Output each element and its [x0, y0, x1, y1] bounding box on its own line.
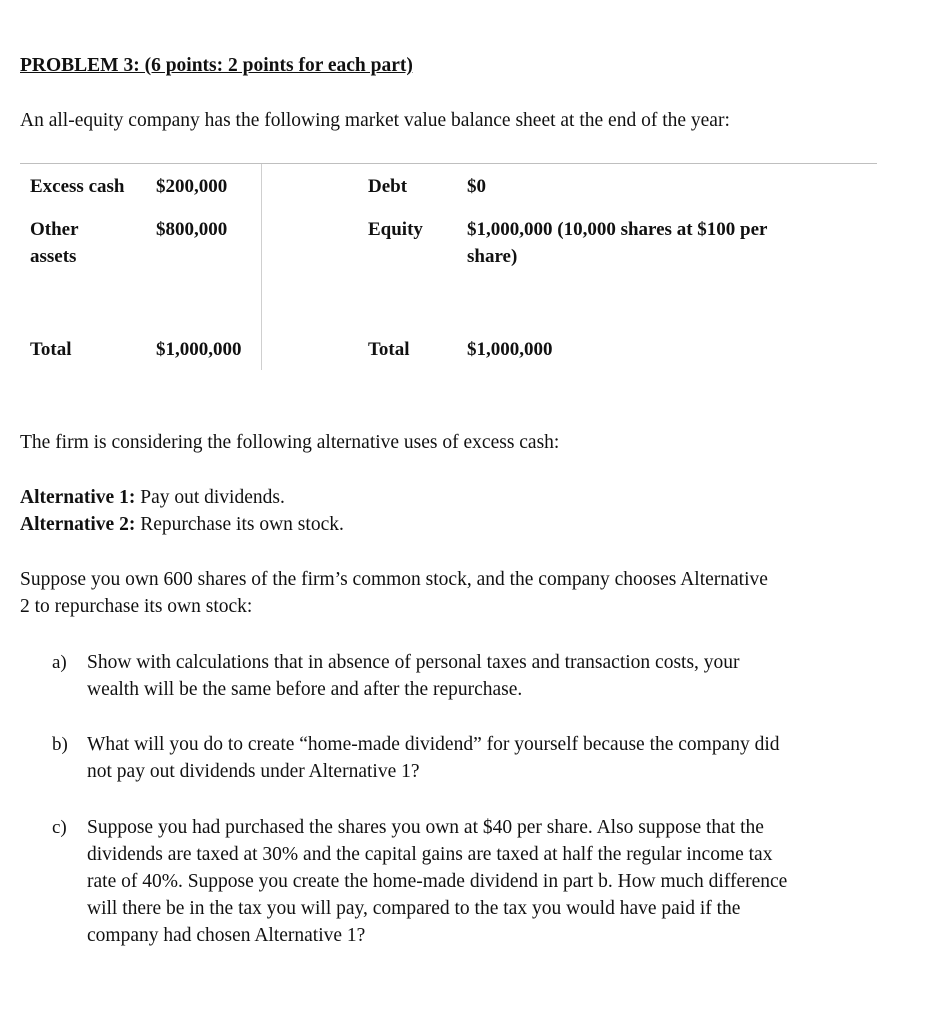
other-assets-label-line1: Other [30, 219, 79, 240]
total-assets-value: $1,000,000 [156, 339, 242, 360]
question-b-letter: b) [52, 734, 68, 755]
equity-value-line2: share) [467, 246, 518, 267]
total-liabilities-label: Total [368, 339, 410, 360]
equity-value-line1: $1,000,000 (10,000 shares at $100 per [467, 219, 768, 240]
excess-cash-label: Excess cash [30, 176, 125, 197]
question-a-line-1: Show with calculations that in absence of personal taxes and transaction costs, your [87, 652, 740, 673]
alternative-2 [20, 511, 344, 538]
alternative-1-text: Pay out dividends. [135, 487, 285, 508]
question-b-line-1: What will you do to create “home-made dividend” for yourself because the company did [87, 734, 780, 755]
question-c-line-3: rate of 40%. Suppose you create the home-made dividend in part b. How much difference [87, 871, 788, 892]
question-c-line-2: dividends are taxed at 30% and the capital gains are taxed at half the regular income tax [87, 844, 773, 865]
suppose-line-2: 2 to repurchase its own stock: [20, 596, 253, 617]
alternative-2-text: Repurchase its own stock. [135, 514, 344, 535]
problem-heading: PROBLEM 3: (6 points: 2 points for each part) [20, 55, 413, 76]
question-b-line-2: not pay out dividends under Alternative 1? [87, 761, 420, 782]
intro-text: An all-equity company has the following market value balance sheet at the end of the year: [20, 110, 730, 131]
alternative-1-label: Alternative 1: [20, 487, 136, 508]
question-a-line-2: wealth will be the same before and after the repurchase. [87, 679, 523, 700]
balance-sheet-divider [261, 164, 262, 370]
other-assets-label-line2: assets [30, 246, 77, 267]
question-c-line-1: Suppose you had purchased the shares you own at $40 per share. Also suppose that the [87, 817, 764, 838]
other-assets-value: $800,000 [156, 219, 228, 240]
alternatives-intro: The firm is considering the following alternative uses of excess cash: [20, 432, 560, 453]
excess-cash-value: $200,000 [156, 176, 228, 197]
question-c-line-5: company had chosen Alternative 1? [87, 925, 366, 946]
alternative-1 [20, 484, 285, 511]
total-assets-label: Total [30, 339, 72, 360]
debt-value: $0 [467, 176, 486, 197]
balance-sheet-top-border [20, 163, 877, 164]
total-liabilities-value: $1,000,000 [467, 339, 553, 360]
question-c-line-4: will there be in the tax you will pay, compared to the tax you would have paid if the [87, 898, 741, 919]
question-a-letter: a) [52, 652, 67, 673]
debt-label: Debt [368, 176, 408, 197]
equity-label: Equity [368, 219, 423, 240]
suppose-line-1: Suppose you own 600 shares of the firm’s common stock, and the company chooses Alternative [20, 569, 768, 590]
question-c-letter: c) [52, 817, 67, 838]
alternative-2-label: Alternative 2: [20, 514, 136, 535]
